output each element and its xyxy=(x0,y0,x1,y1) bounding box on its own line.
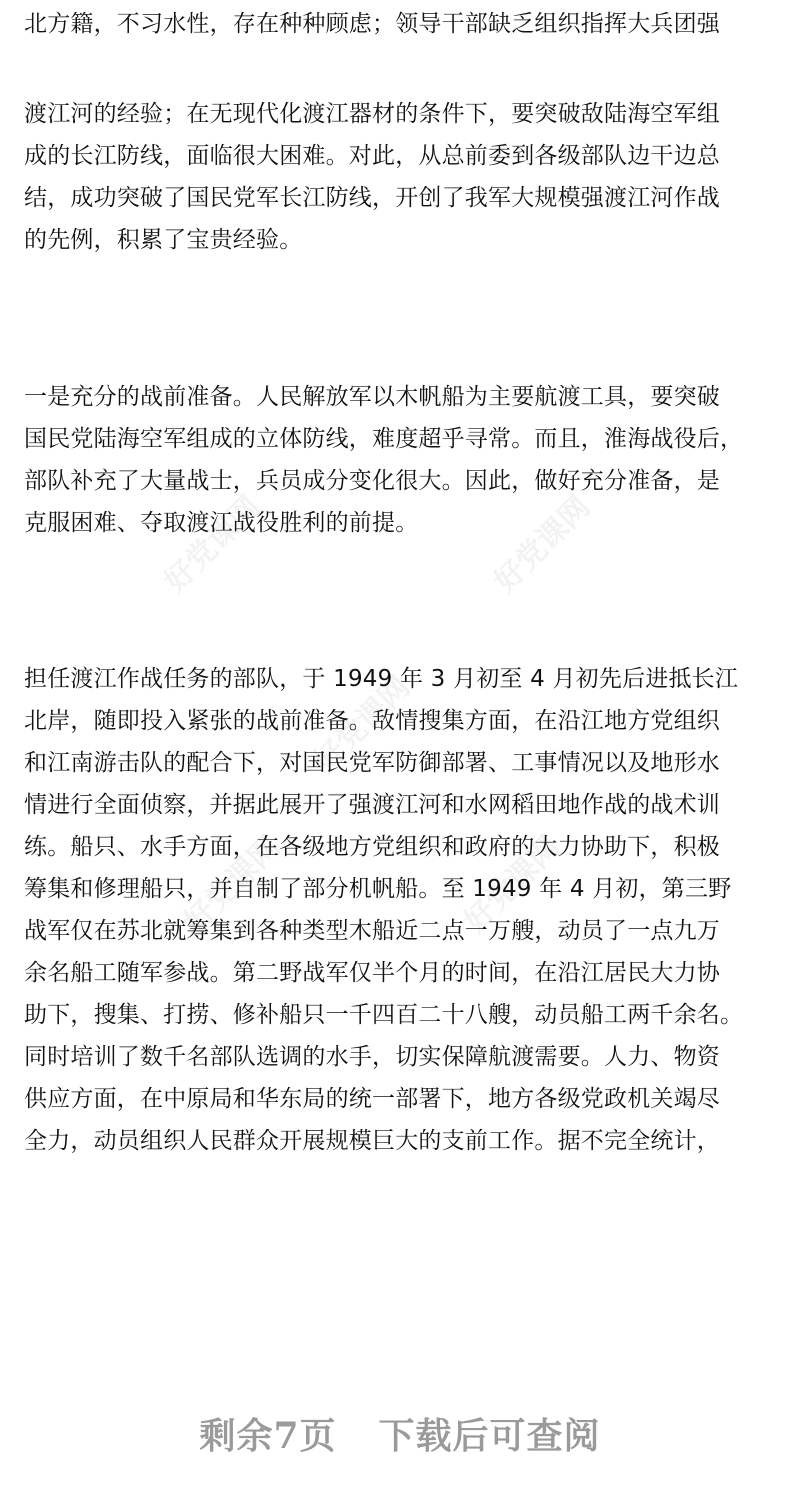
text-line: 情进行全面侦察，并据此展开了强渡江河和水网稻田地作战的战术训 xyxy=(24,792,720,818)
text-line: 全力，动员组织人民群众开展规模巨大的支前工作。据不完全统计， xyxy=(24,1128,720,1154)
watermark: 好党课网 xyxy=(307,669,418,780)
paragraph xyxy=(24,376,779,544)
text-line: 筹集和修理船只，并自制了部分机帆船。至 1949 年 4 月初，第三野 xyxy=(24,876,732,902)
text-line: 北方籍，不习水性，存在种种顾虑；领导干部缺乏组织指挥大兵团强 xyxy=(24,11,720,37)
text-line: 供应方面，在中原局和华东局的统一部署下，地方各级党政机关竭尽 xyxy=(24,1086,720,1112)
paragraph xyxy=(24,93,779,261)
text-line: 和江南游击队的配合下，对国民党军防御部署、工事情况以及地形水 xyxy=(24,750,720,776)
text-line: 一是充分的战前准备。人民解放军以木帆船为主要航渡工具，要突破 xyxy=(24,384,720,410)
text-line: 的先例，积累了宝贵经验。 xyxy=(24,227,303,253)
text-line: 部队补充了大量战士，兵员成分变化很大。因此，做好充分准备，是 xyxy=(24,468,720,494)
text-line: 北岸，随即投入紧张的战前准备。敌情搜集方面，在沿江地方党组织 xyxy=(24,708,720,734)
text-line: 国民党陆海空军组成的立体防线，难度超乎寻常。而且，淮海战役后， xyxy=(24,426,744,452)
watermark: 好党课网 xyxy=(157,489,268,600)
text-line: 成的长江防线，面临很大困难。对此，从总前委到各级部队边干边总 xyxy=(24,143,720,169)
text-line: 助下，搜集、打捞、修补船只一千四百二十八艘，动员船工两千余名。 xyxy=(24,1002,744,1028)
text-line: 同时培训了数千名部队选调的水手，切实保障航渡需要。人力、物资 xyxy=(24,1044,720,1070)
paragraph xyxy=(24,658,779,1162)
watermark: 好党课网 xyxy=(487,489,598,600)
text-line: 结，成功突破了国民党军长江防线，开创了我军大规模强渡江河作战 xyxy=(24,185,720,211)
text-line: 战军仅在苏北就筹集到各种类型木船近二点一万艘，动员了一点九万 xyxy=(24,918,720,944)
download-prompt[interactable] xyxy=(0,1408,800,1458)
download-to-view-label[interactable]: 下载后可查阅 xyxy=(378,1415,601,1457)
text-line: 练。船只、水手方面，在各级地方党组织和政府的大力协助下，积极 xyxy=(24,834,720,860)
text-line: 渡江河的经验；在无现代化渡江器材的条件下，要突破敌陆海空军组 xyxy=(24,101,720,127)
remaining-pages-label[interactable]: 剩余7页 xyxy=(199,1415,337,1457)
paragraph xyxy=(24,3,779,45)
watermark: 好党课网 xyxy=(177,829,288,940)
watermark: 好党课网 xyxy=(457,829,568,940)
text-line: 克服困难、夺取渡江战役胜利的前提。 xyxy=(24,510,419,536)
text-line: 担任渡江作战任务的部队，于 1949 年 3 月初至 4 月初先后进抵长江 xyxy=(24,666,739,692)
text-line: 余名船工随军参战。第二野战军仅半个月的时间，在沿江居民大力协 xyxy=(24,960,720,986)
